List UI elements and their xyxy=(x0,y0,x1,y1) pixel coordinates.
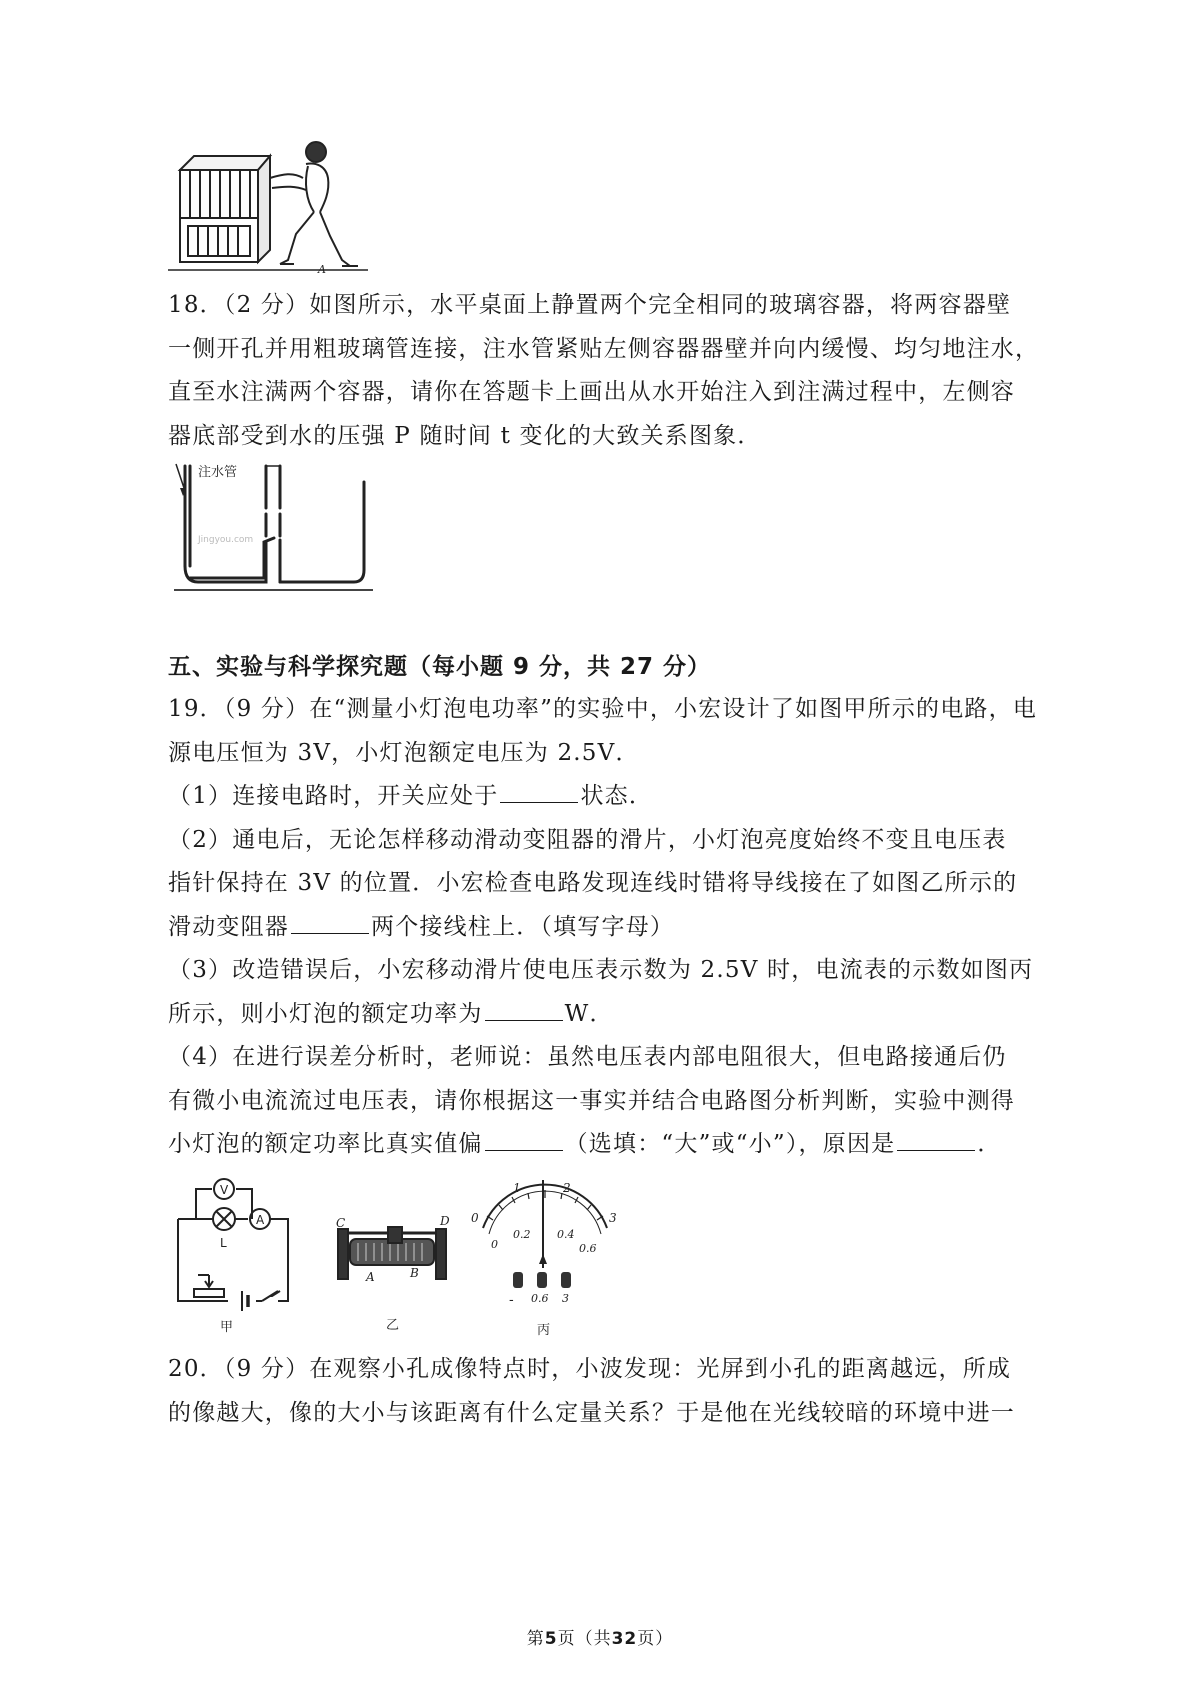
q19-p2-l3b: 两个接线柱上．（填写字母） xyxy=(371,913,675,940)
q20-line-2: 的像越大，像的大小与该距离有什么定量关系？于是他在光线较暗的环境中进一 xyxy=(168,1399,1015,1426)
caption-jia: 甲 xyxy=(220,1320,234,1335)
q18-line-3: 直至水注满两个容器，请你在答题卡上画出从水开始注入到注满过程中，左侧容 xyxy=(168,379,1015,405)
answer-blank-4[interactable] xyxy=(485,1128,563,1151)
q18-line-1: 18．（2 分）如图所示，水平桌面上静置两个完全相同的玻璃容器，将两容器壁 xyxy=(168,292,1012,318)
question-19-text xyxy=(168,688,1068,1167)
voltmeter-label: V xyxy=(220,1183,229,1197)
q19-part-3-line-2 xyxy=(168,993,1068,1037)
rheostat-figure-yi xyxy=(330,1215,455,1335)
footer-post: 页） xyxy=(637,1629,674,1649)
terminal-d-label: D xyxy=(440,1215,450,1228)
top-scale-0: 0 xyxy=(471,1211,479,1225)
pushing-crate-figure xyxy=(168,130,368,275)
q19-intro-line-1: 19．（9 分）在“测量小灯泡电功率”的实验中，小宏设计了如图甲所示的电路，电 xyxy=(168,696,1038,722)
ammeter-dial-bing xyxy=(465,1172,625,1342)
answer-blank-3[interactable] xyxy=(485,998,563,1021)
bottom-scale-0: 0 xyxy=(491,1238,498,1251)
page-footer xyxy=(0,1624,1200,1649)
q19-part-3-line-1: （3）改造错误后，小宏移动滑片使电压表示数为 2.5V 时，电流表的示数如图丙 xyxy=(168,957,1034,983)
answer-blank-2[interactable] xyxy=(291,911,369,934)
terminal-a-label: A xyxy=(366,1270,375,1284)
terminal-3: 3 xyxy=(562,1292,569,1305)
bottom-scale-0-2: 0.2 xyxy=(513,1228,531,1241)
q18-line-2: 一侧开孔并用粗玻璃管连接，注水管紧贴左侧容器器壁并向内缓慢、均匀地注水， xyxy=(168,335,1040,362)
q19-p4-l3a: 小灯泡的额定功率比真实值偏 xyxy=(168,1131,483,1157)
q19-p2-l3a: 滑动变阻器 xyxy=(168,913,289,940)
section-5-heading: 五、实验与科学探究题（每小题 9 分，共 27 分） xyxy=(168,654,712,680)
caption-yi: 乙 xyxy=(386,1318,400,1333)
q19-p4-l3b: （选填：“大”或“小”），原因是 xyxy=(564,1131,896,1157)
footer-pre: 第 xyxy=(526,1629,545,1649)
answer-blank-5[interactable] xyxy=(897,1128,975,1151)
footer-total-pages: 32 xyxy=(611,1629,638,1649)
q19-part-4-line-3 xyxy=(168,1123,1068,1167)
question-20-text xyxy=(168,1348,1068,1435)
ammeter-label: A xyxy=(256,1213,265,1227)
q19-part-4-line-1: （4）在进行误差分析时，老师说：虽然电压表内部电阻很大，但电路接通后仍 xyxy=(168,1044,1007,1070)
top-scale-1: 1 xyxy=(513,1181,521,1195)
caption-bing: 丙 xyxy=(537,1323,551,1338)
terminal-minus: - xyxy=(509,1293,514,1308)
q19-part-2-line-3 xyxy=(168,906,1068,950)
figure-label-a: A xyxy=(318,263,326,275)
q19-p1-a: （1）连接电路时，开关应处于 xyxy=(168,783,499,809)
top-scale-2: 2 xyxy=(563,1181,571,1195)
terminal-b-label: B xyxy=(410,1266,419,1280)
q19-part-2-line-1: （2）通电后，无论怎样移动滑动变阻器的滑片，小灯泡亮度始终不变且电压表 xyxy=(168,826,1007,853)
q19-p3-l2a: 所示，则小灯泡的额定功率为 xyxy=(168,1000,483,1027)
terminal-c-label: C xyxy=(336,1216,346,1230)
footer-page-number: 5 xyxy=(544,1629,558,1649)
q19-part-1 xyxy=(168,775,1068,819)
q18-line-4: 器底部受到水的压强 P 随时间 t 变化的大致关系图象． xyxy=(168,422,762,449)
q19-part-4-line-2: 有微小电流流过电压表，请你根据这一事实并结合电路图分析判断，实验中测得 xyxy=(168,1087,1015,1114)
q19-p3-l2b: W． xyxy=(564,1000,614,1027)
lamp-label: L xyxy=(220,1236,227,1250)
q20-line-1: 20．（9 分）在观察小孔成像特点时，小波发现：光屏到小孔的距离越远，所成 xyxy=(168,1356,1012,1382)
bottom-scale-0-6: 0.6 xyxy=(579,1242,597,1255)
top-scale-3: 3 xyxy=(609,1211,617,1225)
connected-containers-figure xyxy=(168,458,378,598)
answer-blank-1[interactable] xyxy=(500,780,578,803)
terminal-0-6: 0.6 xyxy=(531,1292,549,1305)
figure-label-water-pipe: 注水管 xyxy=(198,465,238,480)
footer-mid: 页（共 xyxy=(557,1629,612,1649)
q19-p1-b: 状态． xyxy=(580,783,654,809)
figure-watermark: Jingyou.com xyxy=(198,535,254,545)
q19-intro-line-2: 源电压恒为 3V，小灯泡额定电压为 2.5V． xyxy=(168,739,640,766)
circuit-diagram-jia xyxy=(168,1175,318,1335)
q19-p4-l3c: ． xyxy=(977,1131,1002,1157)
bottom-scale-0-4: 0.4 xyxy=(557,1228,575,1241)
question-18-text xyxy=(168,284,1068,458)
q19-part-2-line-2: 指针保持在 3V 的位置．小宏检查电路发现连线时错将导线接在了如图乙所示的 xyxy=(168,870,1018,896)
